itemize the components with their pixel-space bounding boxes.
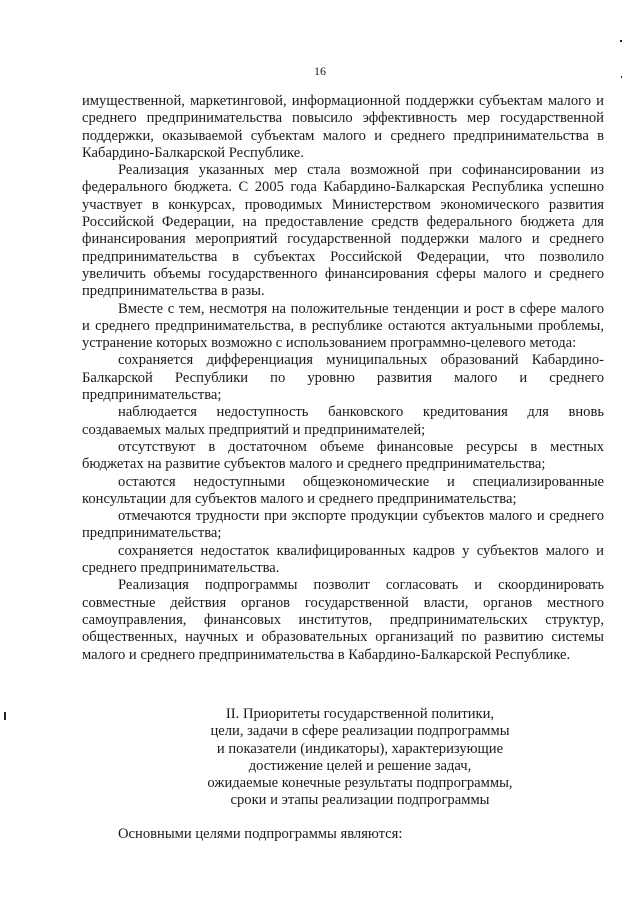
paragraph: Реализация подпрограммы позволит согласовать и скоординировать совместные действия органов государственной власти, органов местного самоуправления, финансовых институтов, предпринимательских структур, общественных, научных и образовательных организаций по развитию системы малого и среднего предпринимательства в Кабардино-Балкарской Республике. — [82, 577, 604, 663]
paragraph: Вместе с тем, несмотря на положительные тенденции и рост в сфере малого и среднего предпринимательства, в республике остаются актуальными проблемы, устранение которых возможно с использованием программно-целевого метода: — [82, 300, 604, 352]
goals-intro: Основными целями подпрограммы являются: — [118, 826, 403, 842]
list-item: отмечаются трудности при экспорте продукции субъектов малого и среднего предпринимательства; — [82, 508, 604, 542]
scan-mark — [620, 40, 622, 42]
document-body — [82, 93, 604, 664]
page-number: 16 — [314, 64, 326, 78]
paragraph: Реализация указанных мер стала возможной при софинансировании из федерального бюджета. С 2005 года Кабардино-Балкарская Республика успешно участвует в конкурсах, проводимых Министерством экономического развития Российской Федерации, на предоставление средств федерального бюджета для финансирования мероприятий государственной поддержки малого и среднего предпринимательства в субъектах Российской Федерации, что позволило увеличить объемы государственного финансирования сферы малого и среднего предпринимательства в разы. — [82, 162, 604, 300]
heading-line: сроки и этапы реализации подпрограммы — [230, 792, 490, 809]
list-item: отсутствуют в достаточном объеме финансовые ресурсы в местных бюджетах на развитие субъектов малого и среднего предпринимательства; — [82, 438, 604, 473]
scan-mark — [4, 712, 6, 720]
heading-line: достижение целей и решение задач, — [248, 757, 472, 774]
heading-line: и показатели (индикаторы), характеризующие — [216, 740, 504, 757]
section-heading — [110, 706, 610, 810]
list-item: остаются недоступными общеэкономические и специализированные консультации для субъектов малого и среднего предпринимательства; — [82, 473, 604, 507]
heading-line: II. Приоритеты государственной политики, — [225, 706, 495, 722]
list-item: сохраняется недостаток квалифицированных кадров у субъектов малого и среднего предпринимательства. — [82, 542, 604, 577]
list-item: сохраняется дифференциация муниципальных образований Кабардино-Балкарской Республики по уровню развития малого и среднего предпринимательства; — [82, 352, 604, 404]
paragraph: имущественной, маркетинговой, информационной поддержки субъектам малого и среднего предпринимательства повысило эффективность мер государственной поддержки, оказываемой субъектам малого и среднего предпринимательства в Кабардино-Балкарской Республике. — [82, 93, 604, 161]
list-item: наблюдается недоступность банковского кредитования для вновь создаваемых малых предприятий и предпринимателей; — [82, 404, 604, 438]
heading-line: ожидаемые конечные результаты подпрограммы, — [207, 775, 513, 792]
heading-line: цели, задачи в сфере реализации подпрограммы — [210, 723, 510, 740]
